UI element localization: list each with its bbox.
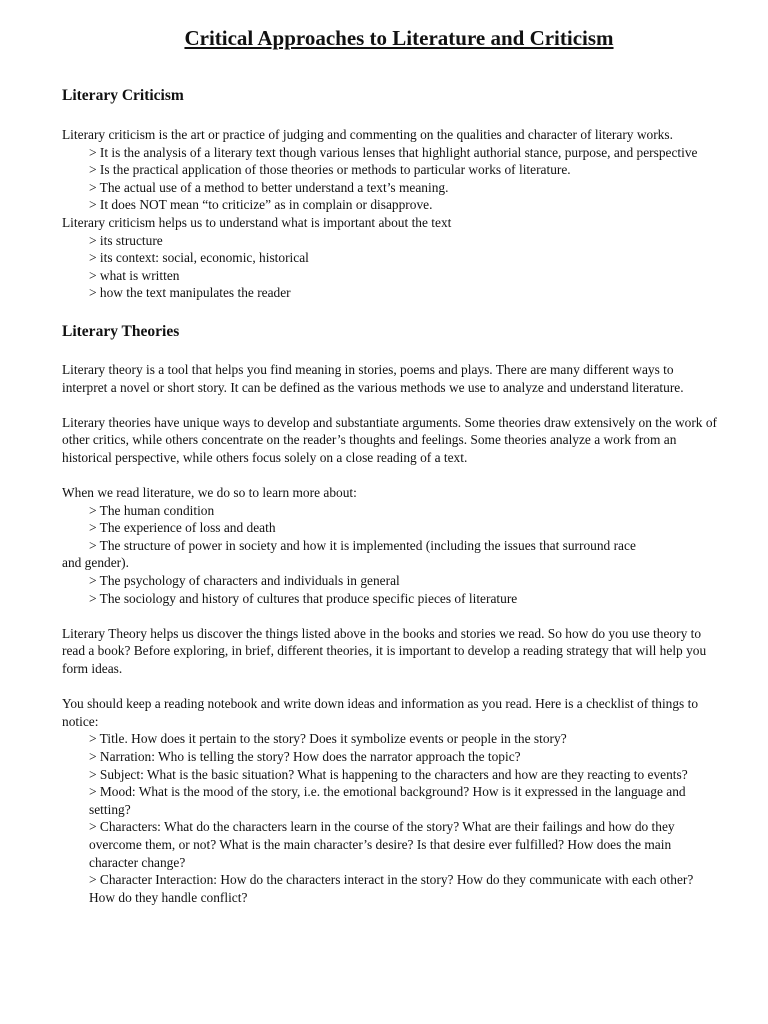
criticism-helps: Literary criticism helps us to understand what is important about the text — [62, 214, 452, 230]
theories-para3: When we read literature, we do so to learn more about: — [62, 485, 357, 501]
learn-bullet: > The experience of loss and death — [89, 520, 276, 536]
document-title: Critical Approaches to Literature and Criticism — [184, 26, 614, 50]
learn-bullet: > The sociology and history of cultures that produce specific pieces of literature — [89, 590, 518, 606]
learn-bullet-power: > The structure of power in society and how it is implemented (including the issues that surround race — [89, 537, 636, 553]
learn-bullet-power-continued: and gender). — [62, 555, 129, 571]
theories-para1: Literary theory is a tool that helps you find meaning in stories, poems and plays. There are many different ways to interpret a novel or short story. It can be defined as the various methods we use to analyze and understand literature. — [62, 361, 684, 395]
helps-bullet: > its structure — [89, 232, 163, 248]
helps-bullet: > what is written — [89, 267, 180, 283]
learn-bullet: > The psychology of characters and individuals in general — [89, 573, 400, 589]
theories-para4: Literary Theory helps us discover the things listed above in the books and stories we read. So how do you use theory to read a book? Before exploring, in brief, different theories, it is important to develop a reading strategy that will help you form ideas. — [62, 625, 707, 677]
theories-para2: Literary theories have unique ways to develop and substantiate arguments. Some theories draw extensively on the work of other critics, while others concentrate on the reader’s thoughts and feelings. Some theories analyze a work from an historical perspective, while others focus solely on a close reading of a text. — [62, 414, 717, 465]
document-page — [62, 24, 722, 906]
checklist-item: > Character Interaction: How do the characters interact in the story? How do they communicate with each other? How do they handle conflict? — [89, 872, 694, 905]
checklist-item: > Subject: What is the basic situation? What is happening to the characters and how are they reacting to events? — [89, 766, 688, 782]
criticism-bullet: > The actual use of a method to better understand a text’s meaning. — [89, 179, 449, 195]
checklist-item: > Characters: What do the characters learn in the course of the story? What are their failings and how do they overcome them, or not? What is the main character’s desire? Is that desire ever fulfilled? How does the main character change? — [89, 819, 675, 870]
checklist-item: > Mood: What is the mood of the story, i.e. the emotional background? How is it expressed in the language and setting? — [89, 784, 686, 817]
criticism-bullet: > Is the practical application of those theories or methods to particular works of literature. — [89, 162, 571, 178]
helps-bullet: > its context: social, economic, historical — [89, 250, 309, 266]
heading-literary-criticism: Literary Criticism — [62, 87, 184, 104]
criticism-bullet: > It is the analysis of a literary text though various lenses that highlight authorial stance, purpose, and perspective — [89, 144, 698, 160]
criticism-bullet: > It does NOT mean “to criticize” as in complain or disapprove. — [89, 197, 433, 213]
heading-literary-theories: Literary Theories — [62, 322, 180, 340]
theories-para5: You should keep a reading notebook and write down ideas and information as you read. Here is a checklist of things to notice: — [62, 696, 699, 729]
checklist-item: > Narration: Who is telling the story? How does the narrator approach the topic? — [89, 749, 521, 764]
learn-bullet: > The human condition — [89, 502, 215, 518]
checklist-item: > Title. How does it pertain to the story? Does it symbolize events or people in the story? — [89, 731, 567, 747]
helps-bullet: > how the text manipulates the reader — [89, 285, 291, 301]
criticism-intro: Literary criticism is the art or practice of judging and commenting on the qualities and character of literary works. — [62, 127, 673, 142]
